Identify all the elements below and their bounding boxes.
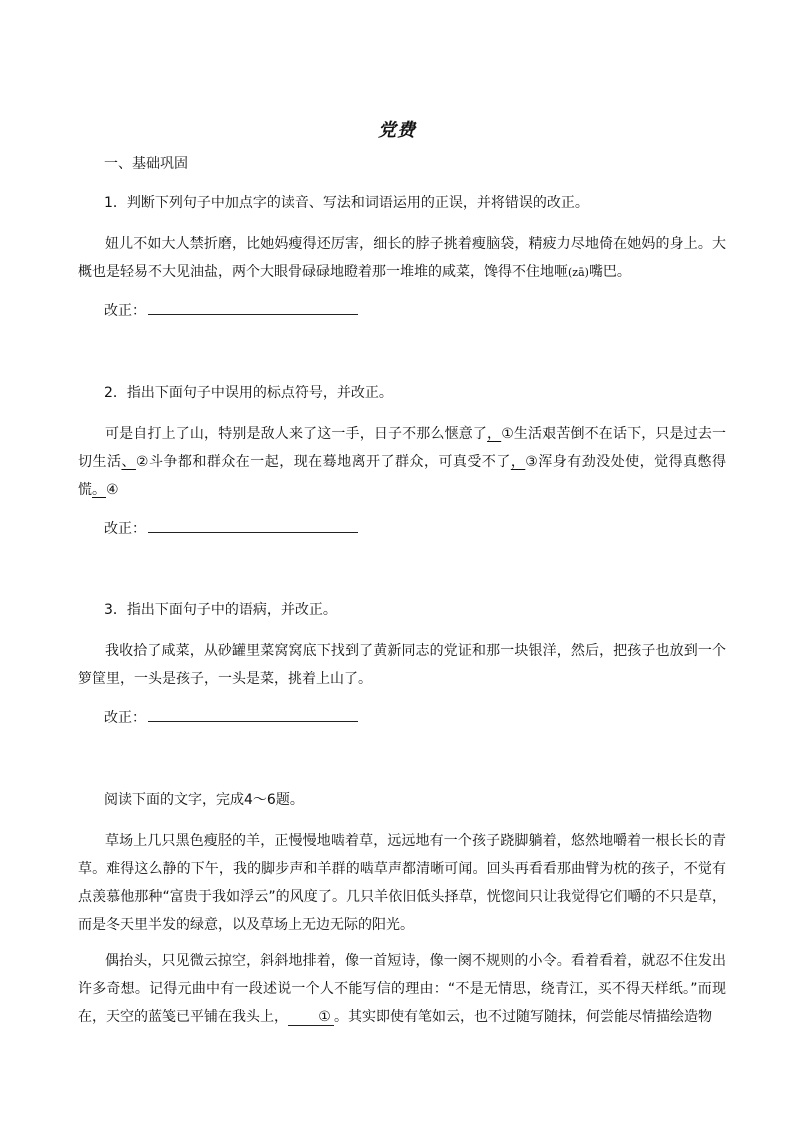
q2-num-2: ② (135, 454, 149, 470)
q3-passage: 我收拾了咸菜，从砂罐里菜窝窝底下找到了黄新同志的党证和那一块银洋，然后，把孩子也放到一个箩筐里，一头是孩子，一头是菜，挑着上山了。 (78, 643, 726, 687)
section-heading: 一、基础巩固 (104, 156, 188, 172)
q2-answer-blank[interactable] (148, 518, 358, 533)
q3-answer-line (104, 707, 358, 728)
q2-prompt: 2．指出下面句子中误用的标点符号，并改正。 (104, 385, 393, 401)
q3-answer-label: 改正： (104, 710, 146, 726)
q2-answer-label: 改正： (104, 521, 146, 537)
q2-passage: 可是自打上了山，特别是敌人来了这一手，日子不那么惬意了，①生活艰苦倒不在话下，只是过去一切生活、②斗争都和群众在一起，现在蓦地离开了群众，可真受不了，③浑身有劲没处使，觉得真憋得慌。④ (78, 426, 727, 498)
q3-prompt: 3．指出下面句子中的语病，并改正。 (104, 602, 337, 618)
page-title: 党费 (378, 120, 416, 141)
q2-num-4: ④ (106, 482, 119, 498)
q2-mark-1: ， (487, 426, 502, 442)
q2-mark-3: ， (510, 454, 526, 470)
q1-answer-line (104, 300, 358, 321)
reading-blank-1[interactable]: ① (288, 1009, 334, 1026)
q2-answer-line (104, 518, 358, 539)
reading-paragraph-2: 偶抬头，只见微云掠空，斜斜地排着，像一首短诗，像一阕不规则的小令。看着看着，就忍不住发出许多奇想。记得元曲中有一段述说一个人不能写信的理由：“不是无情思，绕青江，买不得天样纸。”而现在，天空的蓝笺已平铺在我头上， ① 。其实即使有笔如云，也不过随写随抹，何尝能尽情描绘造物 (78, 953, 726, 1025)
reading-intro: 阅读下面的文字，完成4～6题。 (104, 792, 304, 808)
q1-prompt: 1．判断下列句子中加点字的读音、写法和词语运用的正误，并将错误的改正。 (104, 195, 589, 211)
q1-answer-blank[interactable] (148, 300, 358, 315)
q3-answer-blank[interactable] (148, 707, 358, 722)
q1-answer-label: 改正： (104, 303, 146, 319)
q1-passage: 妞儿不如大人禁折磨，比她妈瘦得还厉害，细长的脖子挑着瘦脑袋，精疲力尽地倚在她妈的身上。大概也是轻易不大见油盐，两个大眼骨碌碌地瞪着那一堆堆的咸菜，馋得不住地咂(zā)嘴巴。 (78, 236, 726, 280)
q2-mark-2: 、 (121, 454, 136, 470)
q2-mark-4: 。 (92, 482, 106, 498)
q1-pinyin: (zā) (568, 266, 589, 279)
reading-paragraph-1: 草场上几只黑色瘦胫的羊，正慢慢地啮着草，远远地有一个孩子跷脚躺着，悠然地嚼着一根长长的青草。难得这么静的下午，我的脚步声和羊群的啮草声都清晰可闻。回头再看看那曲臂为枕的孩子，不觉有点羡慕他那种“富贵于我如浮云”的风度了。几只羊依旧低头择草，恍惚间只让我觉得它们嚼的不只是草，而是冬天里半发的绿意，以及草场上无边无际的阳光。 (78, 833, 726, 933)
q2-num-3: ③ (525, 454, 539, 470)
q2-num-1: ① (501, 426, 514, 442)
